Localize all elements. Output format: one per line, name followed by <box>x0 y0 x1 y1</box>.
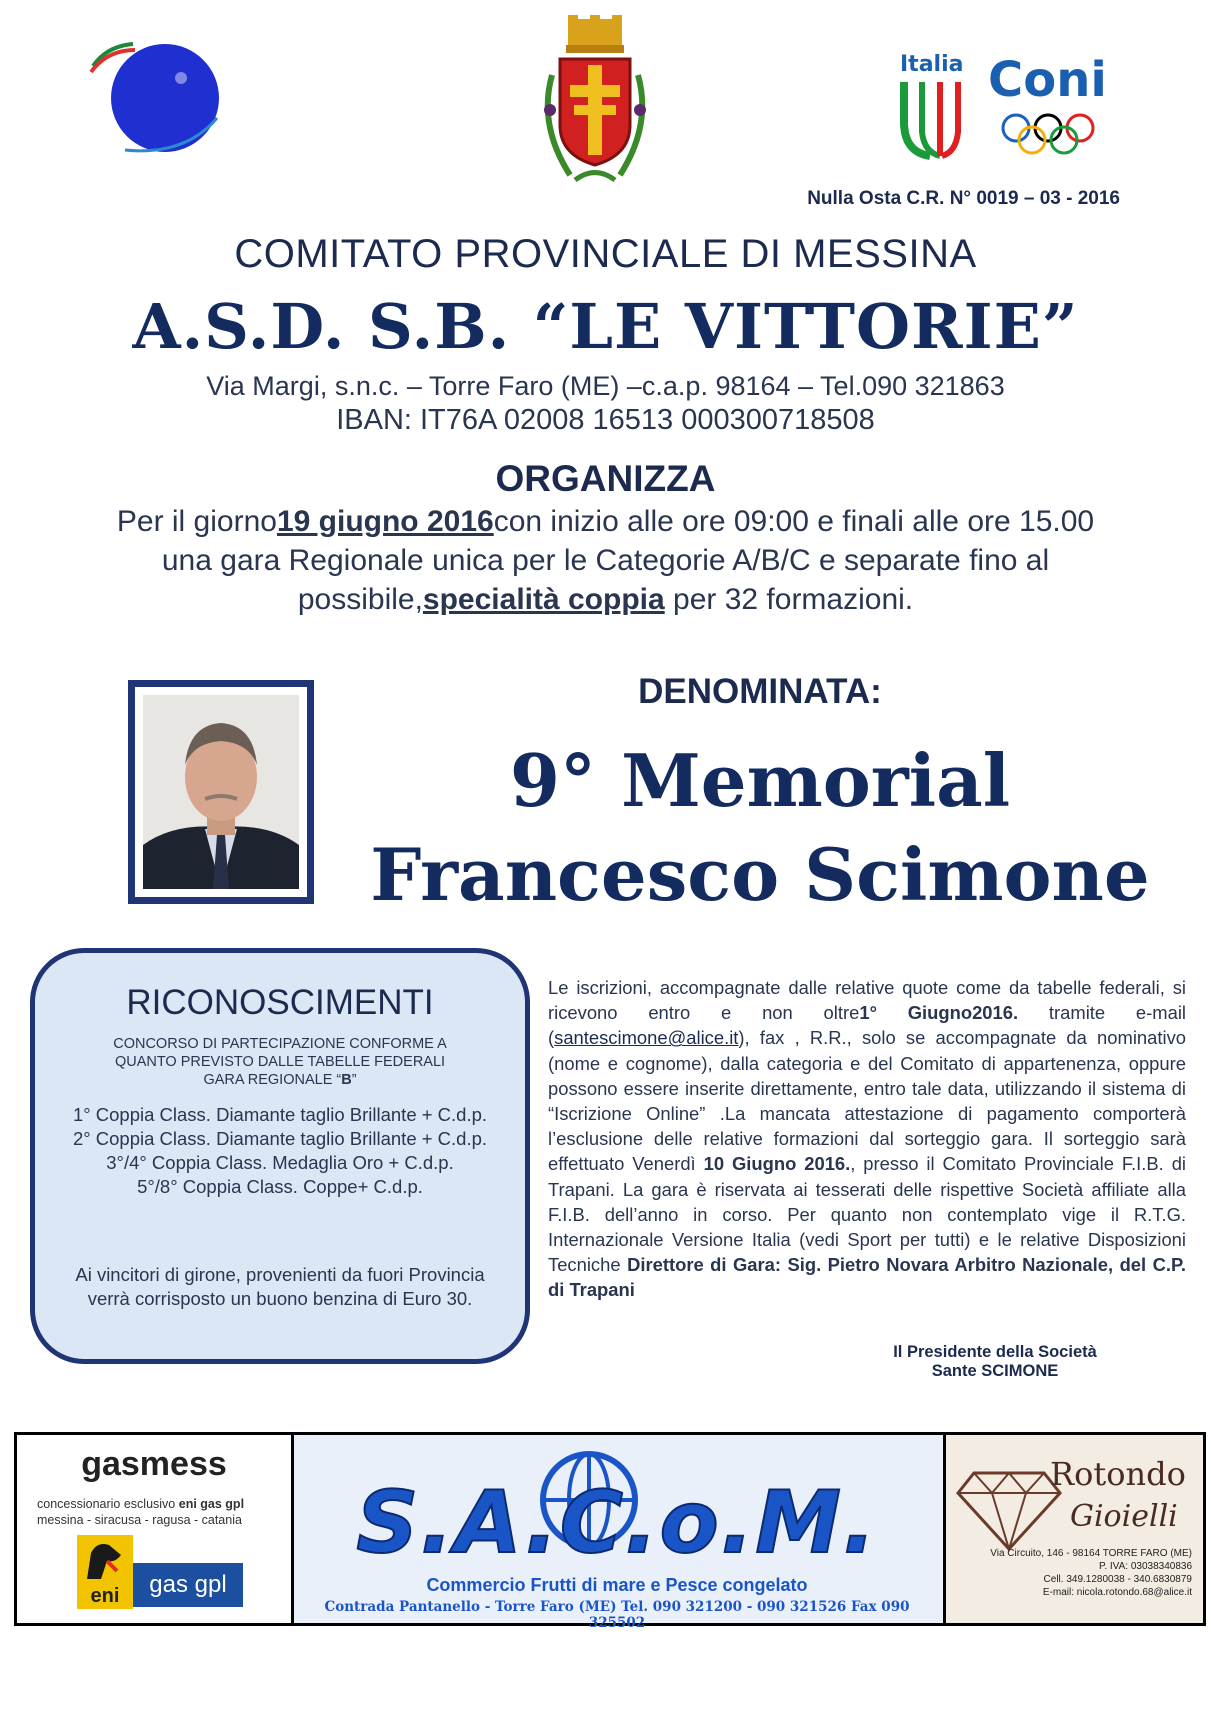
denominata-heading: DENOMINATA: <box>638 672 882 711</box>
sponsor-band <box>14 1432 1206 1631</box>
intro-line3-post: per 32 formazioni. <box>664 583 914 616</box>
comitato-heading: COMITATO PROVINCIALE DI MESSINA <box>234 232 977 276</box>
subtitle-category-b: B <box>341 1072 352 1088</box>
coni-italia-text: Italia <box>900 52 964 77</box>
intro-line2: una gara Regionale unica per le Categorie A/B/C e separate fino al <box>161 544 1050 577</box>
rotondo-name: Rotondo <box>1050 1455 1186 1493</box>
body-p1: Le iscrizioni, accompagnate dalle relative quote come da tabelle federali, si ricevono entro e non oltre <box>548 977 1186 1024</box>
gasmess-line2: messina - siracusa - ragusa - catania <box>37 1513 242 1527</box>
gasmess-line1 <box>37 1497 287 1511</box>
subtitle-line2: QUANTO PREVISTO DALLE TABELLE FEDERALI <box>114 1054 446 1070</box>
intro-line1-post: con inizio alle ore 09:00 e finali alle ore 15.00 <box>493 505 1095 538</box>
signature <box>860 1343 1130 1381</box>
rotondo-cell: Cell. 349.1280038 - 340.6830879 <box>1043 1574 1192 1585</box>
diamond-icon <box>954 1463 1064 1558</box>
specialty: specialità coppia <box>422 583 665 616</box>
intro-line1-pre: Per il giorno <box>116 505 277 538</box>
intro-paragraph <box>40 502 1171 619</box>
award-item: 5°/8° Coppia Class. Coppe+ C.d.p. <box>137 1176 423 1197</box>
intro-line3-pre: possibile, <box>297 583 423 616</box>
club-iban: IBAN: IT76A 02008 16513 000300718508 <box>336 404 875 436</box>
olympic-rings-icon <box>1000 112 1096 161</box>
portrait-frame <box>128 680 314 904</box>
organizza-heading: ORGANIZZA <box>495 458 716 499</box>
awards-footer: Ai vincitori di girone, provenienti da fuori Provincia verrà corrisposto un buono benzina di Euro 30. <box>75 1264 485 1309</box>
subtitle-line3-pre: GARA REGIONALE “ <box>203 1072 342 1088</box>
draw-date: 10 Giugno 2016. <box>703 1153 851 1175</box>
sponsor-sacom <box>294 1435 946 1631</box>
awards-list <box>55 1103 505 1199</box>
subtitle-line1: CONCORSO DI PARTECIPAZIONE CONFORME A <box>113 1036 447 1052</box>
rotondo-piva: P. IVA: 03038340836 <box>1098 1561 1192 1572</box>
club-address: Via Margi, s.n.c. – Torre Faro (ME) –c.a.p. 98164 – Tel.090 321863 <box>206 371 1005 401</box>
memorial-title-line2: Francesco Scimone <box>370 832 1150 917</box>
sacom-tagline: Commercio Frutti di mare e Pesce congelato <box>426 1575 808 1595</box>
subtitle-line3-post: ” <box>351 1072 357 1088</box>
director-info: Direttore di Gara: Sig. Pietro Novara Arbitro Nazionale, del C.P. di Trapani <box>548 1254 1186 1301</box>
coni-name-text: Coni <box>988 52 1107 108</box>
event-date: 19 giugno 2016 <box>276 505 494 538</box>
eni-text: eni <box>90 1585 120 1607</box>
sponsor-gasmess <box>17 1435 294 1623</box>
portrait-photo <box>143 695 299 889</box>
email-link[interactable]: santescimone@alice.it <box>554 1027 739 1049</box>
body-p2: tramite e-mail ( <box>548 1002 1186 1049</box>
riconoscimenti-title: RICONOSCIMENTI <box>126 983 434 1022</box>
award-item: 3°/4° Coppia Class. Medaglia Oro + C.d.p. <box>106 1152 454 1173</box>
signature-role: Il Presidente della Società <box>893 1343 1097 1361</box>
award-item: 1° Coppia Class. Diamante taglio Brillante + C.d.p. <box>72 1104 488 1125</box>
sacom-name: S.A.C.o.M. <box>356 1473 878 1573</box>
memorial-title-line1: 9° Memorial <box>509 738 1011 823</box>
rotondo-address: Via Circuito, 146 - 98164 TORRE FARO (ME) <box>990 1548 1192 1559</box>
registration-text <box>548 975 1186 1303</box>
nulla-osta: Nulla Osta C.R. N° 0019 – 03 - 2016 <box>807 188 1120 209</box>
sacom-contacts: Contrada Pantanello - Torre Faro (ME) Tel. 090 321200 - 090 321526 Fax 090 325502 <box>324 1599 910 1631</box>
asd-title: A.S.D. S.B. “LE VITTORIE” <box>132 290 1079 363</box>
rotondo-email: E-mail: nicola.rotondo.68@alice.it <box>1042 1587 1192 1598</box>
gasmess-line1-bold: eni gas gpl <box>178 1497 245 1511</box>
riconoscimenti-subtitle <box>65 1035 495 1089</box>
gasmess-line1-pre: concessionario esclusivo <box>37 1497 179 1511</box>
body-p4: , presso il Comitato Provinciale F.I.B. di Trapani. La gara è riservata ai tesserati delle rispettive Società affiliate alla F.I.B. dell’anno in corso. Per quanto non contemplato vige il R.T.G. Internazionale Versione Italia (vedi Sport per tutti) e le relative Disposizioni Tecniche <box>548 1153 1187 1276</box>
fib-logo <box>85 38 225 158</box>
eni-logo <box>77 1535 133 1609</box>
sponsor-rotondo <box>946 1435 1203 1623</box>
body-p3: ), fax , R.R., solo se accompagnate da nominativo (nome e cognome), dalla categoria e del Comitato di appartenenza, oppure possono essere inserite direttamente, entro tale data, utilizzando il sistema di “Iscrizione Online” .La mancata attestazione di pagamento comporterà l’esclusione delle relative formazioni dal sorteggio gara. Il sorteggio sarà effettuato Venerdì <box>548 1027 1186 1175</box>
coni-logo <box>900 52 1130 162</box>
gas-gpl-badge: gas gpl <box>133 1563 243 1607</box>
rotondo-contacts <box>956 1547 1192 1599</box>
award-item: 2° Coppia Class. Diamante taglio Brillante + C.d.p. <box>72 1128 488 1149</box>
riconoscimenti-box <box>30 948 530 1364</box>
deadline-date: 1° Giugno2016. <box>859 1002 1019 1024</box>
messina-crest-logo <box>530 15 660 195</box>
signature-name: Sante SCIMONE <box>931 1362 1059 1380</box>
rotondo-sub: Gioielli <box>1070 1499 1178 1534</box>
gasmess-name: gasmess <box>81 1445 227 1483</box>
